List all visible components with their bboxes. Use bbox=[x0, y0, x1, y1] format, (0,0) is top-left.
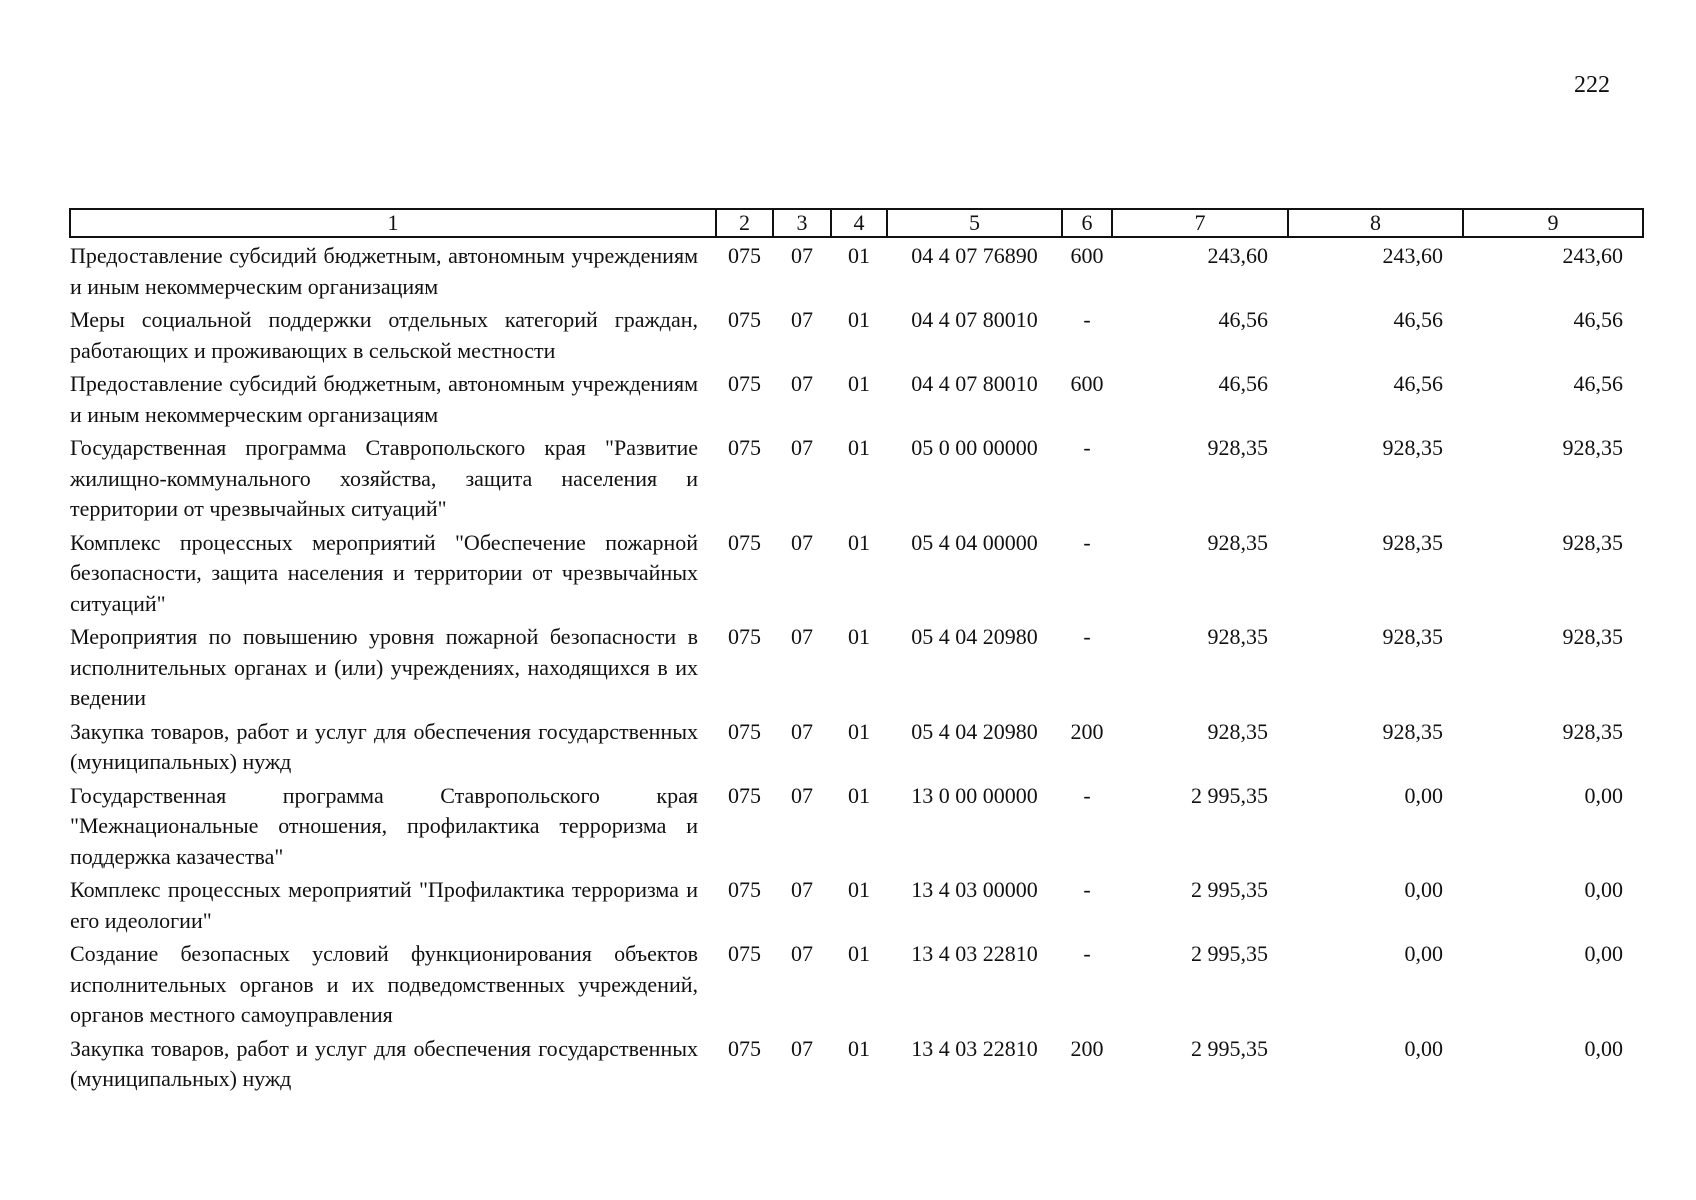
section-code: 07 bbox=[791, 877, 813, 902]
ministry-code: 075 bbox=[728, 529, 761, 555]
subsection-code: 01 bbox=[848, 371, 870, 396]
amount-col-8: 928,35 bbox=[1382, 624, 1443, 649]
amount-col-7: 46,56 bbox=[1218, 371, 1268, 396]
target-article-code: 13 0 00 00000 bbox=[911, 782, 1038, 808]
table-row bbox=[70, 936, 1643, 1031]
table-row bbox=[70, 525, 1643, 620]
section-code: 07 bbox=[791, 1035, 813, 1061]
subsection-code: 01 bbox=[848, 435, 870, 460]
table-row bbox=[70, 237, 1643, 302]
target-article-code: 05 4 04 00000 bbox=[911, 529, 1038, 555]
expense-type-code: - bbox=[1083, 307, 1091, 332]
budget-table bbox=[69, 208, 1644, 1095]
expense-type-code: - bbox=[1083, 782, 1091, 808]
ministry-code: 075 bbox=[728, 941, 761, 966]
amount-col-7: 243,60 bbox=[1207, 243, 1268, 268]
ministry-code: 075 bbox=[728, 624, 761, 649]
column-number-header-row bbox=[70, 209, 1643, 237]
ministry-code: 075 bbox=[728, 1035, 761, 1061]
ministry-code: 075 bbox=[728, 307, 761, 332]
section-code: 07 bbox=[791, 243, 813, 268]
table-row bbox=[70, 619, 1643, 714]
section-code: 07 bbox=[791, 529, 813, 555]
item-name: Государственная программа Ставропольского края "Межнациональные отношения, профилактика терроризма и поддержка казачества" bbox=[70, 782, 698, 869]
subsection-code: 01 bbox=[848, 782, 870, 808]
expense-type-code: - bbox=[1083, 624, 1091, 649]
amount-col-9: 243,60 bbox=[1562, 243, 1623, 268]
item-name: Предоставление субсидий бюджетным, автономным учреждениям и иным некоммерческим организациям bbox=[70, 243, 698, 299]
table-row bbox=[70, 302, 1643, 366]
subsection-code: 01 bbox=[848, 718, 870, 744]
section-code: 07 bbox=[791, 371, 813, 396]
column-header: 8 bbox=[1288, 209, 1463, 237]
target-article-code: 13 4 03 22810 bbox=[911, 1035, 1038, 1061]
section-code: 07 bbox=[791, 718, 813, 744]
ministry-code: 075 bbox=[728, 718, 761, 744]
column-header: 5 bbox=[887, 209, 1062, 237]
expense-type-code: - bbox=[1083, 529, 1091, 555]
target-article-code: 05 4 04 20980 bbox=[911, 718, 1038, 744]
subsection-code: 01 bbox=[848, 529, 870, 555]
section-code: 07 bbox=[791, 941, 813, 966]
expense-type-code: 600 bbox=[1070, 371, 1104, 396]
subsection-code: 01 bbox=[848, 941, 870, 966]
page-number: 222 bbox=[1574, 72, 1610, 98]
subsection-code: 01 bbox=[848, 243, 870, 268]
amount-col-7: 2 995,35 bbox=[1191, 941, 1268, 966]
section-code: 07 bbox=[791, 624, 813, 649]
ministry-code: 075 bbox=[728, 877, 761, 902]
expense-type-code: 200 bbox=[1070, 718, 1104, 744]
amount-col-7: 46,56 bbox=[1218, 307, 1268, 332]
expense-type-code: - bbox=[1083, 877, 1091, 902]
amount-col-8: 928,35 bbox=[1382, 718, 1443, 744]
ministry-code: 075 bbox=[728, 243, 761, 268]
column-header: 2 bbox=[716, 209, 773, 237]
amount-col-8: 0,00 bbox=[1404, 941, 1443, 966]
amount-col-8: 928,35 bbox=[1382, 435, 1443, 460]
expense-type-code: - bbox=[1083, 435, 1091, 460]
amount-col-8: 243,60 bbox=[1382, 243, 1443, 268]
target-article-code: 05 0 00 00000 bbox=[911, 435, 1038, 460]
amount-col-7: 928,35 bbox=[1207, 435, 1268, 460]
amount-col-7: 928,35 bbox=[1207, 529, 1268, 555]
ministry-code: 075 bbox=[728, 782, 761, 808]
item-name: Мероприятия по повышению уровня пожарной безопасности в исполнительных органах и (или) учреждениях, находящихся в их ведении bbox=[70, 624, 698, 710]
target-article-code: 04 4 07 76890 bbox=[911, 243, 1038, 268]
amount-col-9: 46,56 bbox=[1573, 307, 1623, 332]
amount-col-9: 928,35 bbox=[1562, 529, 1623, 555]
table-body bbox=[70, 237, 1643, 1095]
column-header: 3 bbox=[773, 209, 831, 237]
column-header: 7 bbox=[1112, 209, 1288, 237]
amount-col-7: 2 995,35 bbox=[1191, 1035, 1268, 1061]
amount-col-9: 0,00 bbox=[1584, 877, 1623, 902]
table-row bbox=[70, 366, 1643, 430]
subsection-code: 01 bbox=[848, 307, 870, 332]
section-code: 07 bbox=[791, 435, 813, 460]
section-code: 07 bbox=[791, 782, 813, 808]
item-name: Меры социальной поддержки отдельных категорий граждан, работающих и проживающих в сельской местности bbox=[70, 307, 698, 363]
amount-col-9: 0,00 bbox=[1584, 782, 1623, 808]
amount-col-7: 2 995,35 bbox=[1191, 877, 1268, 902]
amount-col-8: 0,00 bbox=[1404, 782, 1443, 808]
amount-col-9: 928,35 bbox=[1562, 435, 1623, 460]
amount-col-7: 2 995,35 bbox=[1191, 782, 1268, 808]
amount-col-8: 928,35 bbox=[1382, 529, 1443, 555]
column-header: 6 bbox=[1062, 209, 1112, 237]
subsection-code: 01 bbox=[848, 877, 870, 902]
column-header: 1 bbox=[70, 209, 716, 237]
ministry-code: 075 bbox=[728, 435, 761, 460]
item-name: Государственная программа Ставропольского края "Развитие жилищно-коммунального хозяйства, защита населения и территории от чрезвычайных ситуаций" bbox=[70, 435, 698, 521]
ministry-code: 075 bbox=[728, 371, 761, 396]
expense-type-code: 600 bbox=[1070, 243, 1104, 268]
target-article-code: 13 4 03 22810 bbox=[911, 941, 1038, 966]
table-row bbox=[70, 1031, 1643, 1095]
amount-col-9: 46,56 bbox=[1573, 371, 1623, 396]
item-name: Предоставление субсидий бюджетным, автономным учреждениям и иным некоммерческим организациям bbox=[70, 371, 698, 427]
amount-col-9: 928,35 bbox=[1562, 624, 1623, 649]
target-article-code: 04 4 07 80010 bbox=[911, 371, 1038, 396]
target-article-code: 04 4 07 80010 bbox=[911, 307, 1038, 332]
section-code: 07 bbox=[791, 307, 813, 332]
amount-col-9: 928,35 bbox=[1562, 718, 1623, 744]
amount-col-9: 0,00 bbox=[1584, 1035, 1623, 1061]
subsection-code: 01 bbox=[848, 1035, 870, 1061]
item-name: Закупка товаров, работ и услуг для обеспечения государственных (муниципальных) нужд bbox=[70, 718, 698, 774]
table-row bbox=[70, 778, 1643, 873]
target-article-code: 05 4 04 20980 bbox=[911, 624, 1038, 649]
column-header: 9 bbox=[1463, 209, 1643, 237]
amount-col-8: 0,00 bbox=[1404, 877, 1443, 902]
item-name: Комплекс процессных мероприятий "Обеспечение пожарной безопасности, защита населения и территории от чрезвычайных ситуаций" bbox=[70, 529, 698, 616]
amount-col-7: 928,35 bbox=[1207, 718, 1268, 744]
table-row bbox=[70, 430, 1643, 525]
column-header: 4 bbox=[831, 209, 887, 237]
target-article-code: 13 4 03 00000 bbox=[911, 877, 1038, 902]
amount-col-8: 0,00 bbox=[1404, 1035, 1443, 1061]
amount-col-7: 928,35 bbox=[1207, 624, 1268, 649]
item-name: Комплекс процессных мероприятий "Профилактика терроризма и его идеологии" bbox=[70, 877, 698, 933]
table-row bbox=[70, 714, 1643, 778]
table-row bbox=[70, 872, 1643, 936]
subsection-code: 01 bbox=[848, 624, 870, 649]
expense-type-code: - bbox=[1083, 941, 1091, 966]
expense-type-code: 200 bbox=[1070, 1035, 1104, 1061]
amount-col-8: 46,56 bbox=[1393, 307, 1443, 332]
item-name: Закупка товаров, работ и услуг для обеспечения государственных (муниципальных) нужд bbox=[70, 1035, 698, 1091]
amount-col-8: 46,56 bbox=[1393, 371, 1443, 396]
item-name: Создание безопасных условий функционирования объектов исполнительных органов и их подведомственных учреждений, органов местного самоуправления bbox=[70, 941, 698, 1027]
amount-col-9: 0,00 bbox=[1584, 941, 1623, 966]
